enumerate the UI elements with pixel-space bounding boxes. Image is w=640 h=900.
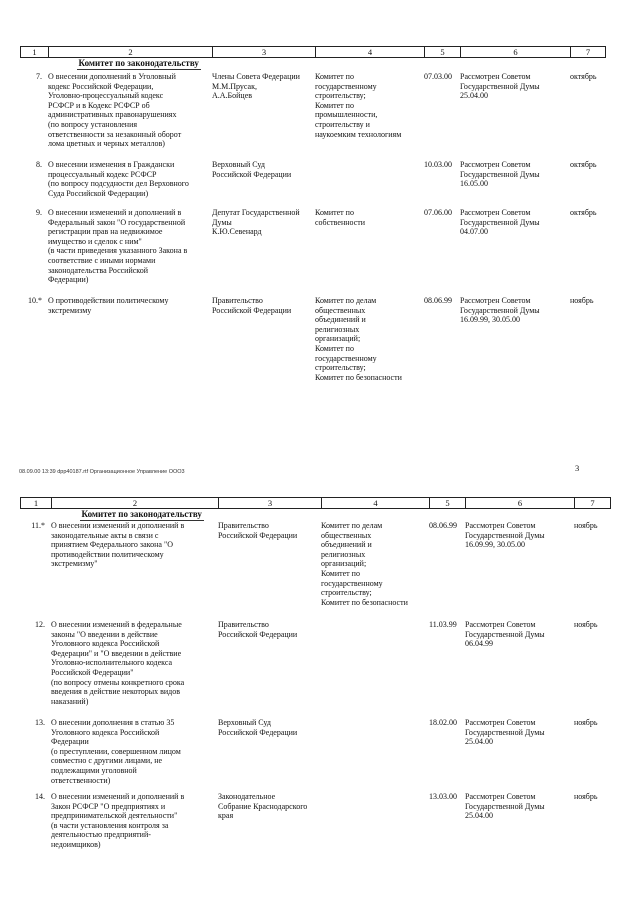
planned-month: октябрь: [570, 208, 597, 217]
section-title: Комитет по законодательству: [78, 58, 199, 68]
col-header-2: 2: [49, 47, 213, 58]
page1-header-row: [21, 47, 606, 58]
row-number: 10.*: [28, 296, 42, 305]
table-row: [20, 208, 605, 285]
bill-title: О противодействии политическому экстремизму: [48, 296, 169, 315]
planned-month: ноябрь: [570, 296, 594, 305]
submission-date: 07.03.00: [424, 72, 452, 81]
col-header-1: 1: [21, 47, 49, 58]
table-row: [20, 72, 605, 149]
bill-title: О внесении дополнений в Уголовный кодекс Российской Федерации, Уголовно-процессуальный кодекс РСФСР и в Кодекс РСФСР об административных правонарушениях (по вопросу установления ответственности за незаконный оборот лома цветных и черных металлов): [48, 72, 182, 149]
row-number: 9.: [36, 208, 42, 217]
col-header-4: 4: [316, 47, 425, 58]
bill-title: О внесении изменения в Граждански процессуальный кодекс РСФСР (по вопросу подсудности дел Верховного Суда Российской Федерации): [48, 160, 189, 198]
page1-table: [20, 46, 606, 71]
section-title: Комитет по законодательству: [81, 509, 202, 519]
responsible-committee: Комитет по делам общественных объединений и религиозных организаций; Комитет по государственному строительству; Комитет по безопасности: [315, 296, 402, 382]
col-header-6: 6: [466, 498, 575, 509]
bill-author: Правительство Российской Федерации: [212, 296, 292, 315]
table-row: [20, 160, 605, 198]
planned-month: ноябрь: [574, 792, 598, 801]
bill-author: Члены Совета Федерации М.М.Прусак, А.А.Бойцев: [212, 72, 300, 101]
bill-author: Законодательное Собрание Краснодарского края: [218, 792, 308, 821]
row-number: 12.: [35, 620, 45, 629]
responsible-committee: Комитет по собственности: [315, 208, 366, 227]
submission-date: 07.06.00: [424, 208, 452, 217]
bill-author: Правительство Российской Федерации: [218, 620, 298, 639]
bill-title: О внесении дополнения в статью 35 Уголовного кодекса Российской Федерации (о преступлении, совершенном лицом совместно с другими лицами, не подлежащими уголовной ответственности): [51, 718, 181, 785]
bill-title: О внесении изменений в федеральные законы "О введении в действие Уголовного кодекса Российской Федерации" и "О введении в действие Уголовно-исполнительного кодекса Российской Федерации" (по вопросу отмены конкретного срока введения в действие некоторых видов наказаний): [51, 620, 185, 706]
col-header-1: 1: [21, 498, 52, 509]
review-status: Рассмотрен Советом Государственной Думы 06.04.99: [465, 620, 545, 649]
review-status: Рассмотрен Советом Государственной Думы 25.04.00: [460, 72, 540, 101]
review-status: Рассмотрен Советом Государственной Думы 25.04.00: [465, 718, 545, 747]
col-header-4: 4: [322, 498, 430, 509]
planned-month: ноябрь: [574, 718, 598, 727]
bill-title: О внесении изменений и дополнений в законодательные акты в связи с принятием Федерального закона "О противодействии политическому экстремизму": [51, 521, 185, 569]
planned-month: ноябрь: [574, 620, 598, 629]
col-header-3: 3: [219, 498, 322, 509]
review-status: Рассмотрен Советом Государственной Думы 25.04.00: [465, 792, 545, 821]
responsible-committee: Комитет по государственному строительству; Комитет по промышленности, строительству и наукоемким технологиям: [315, 72, 402, 139]
submission-date: 11.03.99: [429, 620, 457, 629]
page2-table: [20, 497, 611, 522]
col-header-7: 7: [571, 47, 606, 58]
table-row: [20, 296, 605, 382]
planned-month: ноябрь: [574, 521, 598, 530]
col-header-7: 7: [575, 498, 611, 509]
bill-title: О внесении изменений и дополнений в Закон РСФСР "О предприятиях и предпринимательской деятельности" (в части установления контроля за деятельностью предприятий- недоимщиков): [51, 792, 185, 849]
review-status: Рассмотрен Советом Государственной Думы 16.09.99, 30.05.00: [465, 521, 545, 550]
responsible-committee: Комитет по делам общественных объединений и религиозных организаций; Комитет по государственному строительству; Комитет по безопасности: [321, 521, 408, 607]
page2-header-row: [21, 498, 611, 509]
planned-month: октябрь: [570, 72, 597, 81]
planned-month: октябрь: [570, 160, 597, 169]
row-number: 13.: [35, 718, 45, 727]
row-number: 8.: [36, 160, 42, 169]
col-header-5: 5: [425, 47, 461, 58]
table-row: [20, 521, 610, 607]
bill-title: О внесении изменений и дополнений в Федеральный закон "О государственной регистрации прав на недвижимое имущество и сделок с ним" (в части приведения указанного Закона в соответствие с иными нормами законодательства Российской Федерации): [48, 208, 188, 285]
submission-date: 10.03.00: [424, 160, 452, 169]
review-status: Рассмотрен Советом Государственной Думы 16.05.00: [460, 160, 540, 189]
review-status: Рассмотрен Советом Государственной Думы 16.09.99, 30.05.00: [460, 296, 540, 325]
bill-author: Верховный Суд Российской Федерации: [218, 718, 298, 737]
page-number: 3: [575, 463, 580, 473]
row-number: 7.: [36, 72, 42, 81]
col-header-3: 3: [213, 47, 316, 58]
bill-author: Верховный Суд Российской Федерации: [212, 160, 292, 179]
bill-author: Правительство Российской Федерации: [218, 521, 298, 540]
page-footer: 08.09.00 13:39 dpp40187.rtf Организационное Управление ООО3: [19, 469, 185, 475]
submission-date: 08.06.99: [424, 296, 452, 305]
col-header-5: 5: [430, 498, 466, 509]
row-number: 11.*: [31, 521, 45, 530]
col-header-2: 2: [52, 498, 219, 509]
bill-author: Депутат Государственной Думы К.Ю.Севенард: [212, 208, 300, 237]
submission-date: 08.06.99: [429, 521, 457, 530]
section-title-row: [21, 509, 611, 523]
row-number: 14.: [35, 792, 45, 801]
submission-date: 18.02.00: [429, 718, 457, 727]
col-header-6: 6: [461, 47, 571, 58]
table-row: [20, 620, 610, 706]
review-status: Рассмотрен Советом Государственной Думы 04.07.00: [460, 208, 540, 237]
table-row: [20, 792, 610, 850]
table-row: [20, 718, 610, 785]
submission-date: 13.03.00: [429, 792, 457, 801]
section-title-row: [21, 58, 606, 72]
